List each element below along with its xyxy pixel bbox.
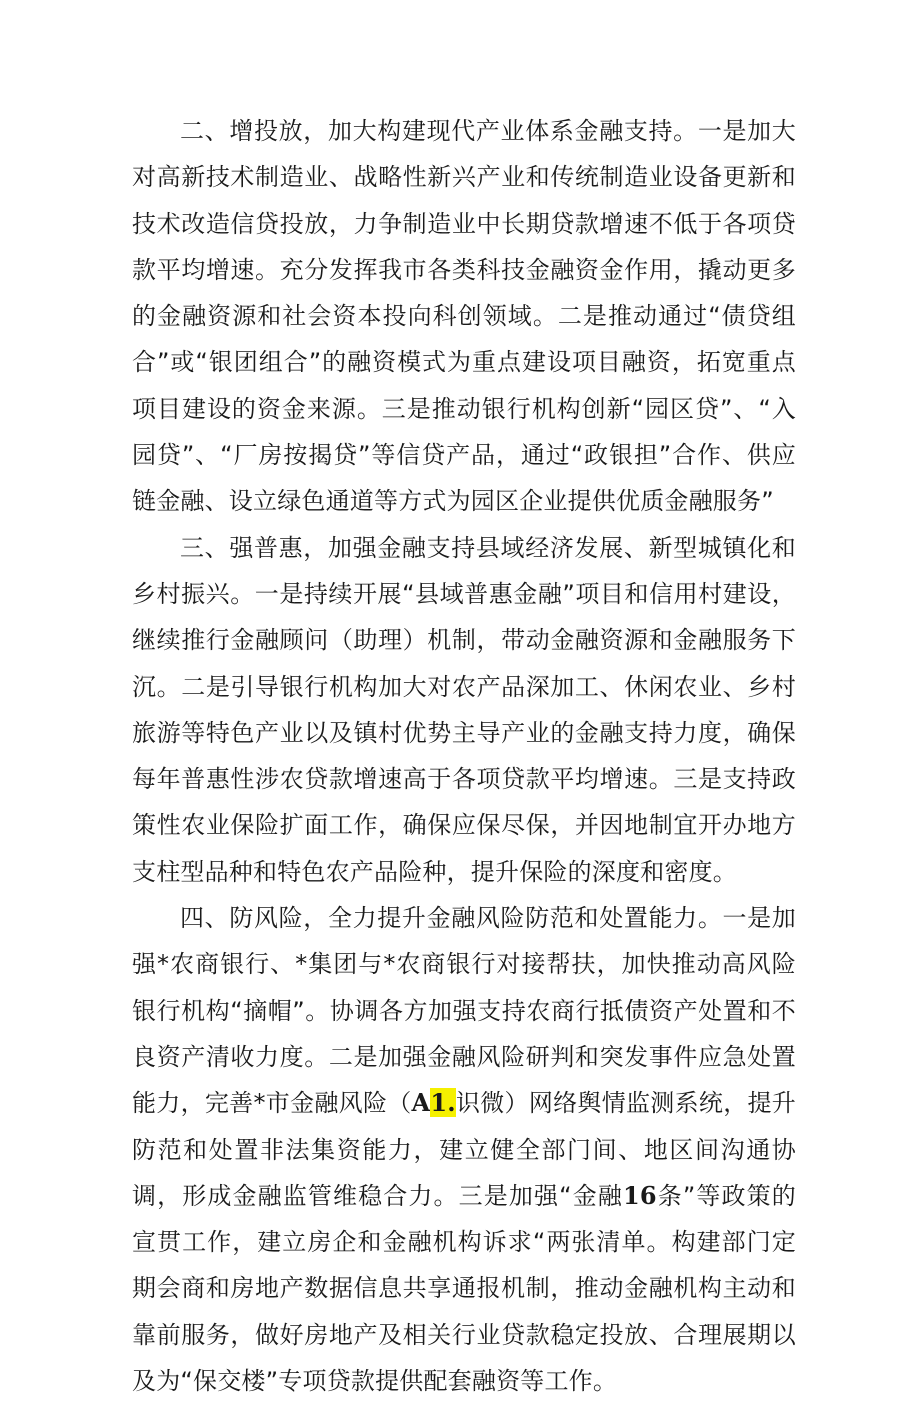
paragraph-investment: 二、增投放，加大构建现代产业体系金融支持。一是加大对高新技术制造业、战略性新兴产业和传统制造业设备更新和技术改造信贷投放，力争制造业中长期贷款增速不低于各项贷款平均增速。充分发挥我市各类科技金融资金作用，撬动更多的金融资源和社会资本投向科创领域。二是推动通过“债贷组合”或“银团组合”的融资模式为重点建设项目融资，拓宽重点项目建设的资金来源。三是推动银行机构创新“园区贷”、“入园贷”、“厂房按揭贷”等信贷产品，通过“政银担”合作、供应链金融、设立绿色通道等方式为园区企业提供优质金融服务” <box>132 117 796 516</box>
highlighted-list-marker: 1. <box>430 1088 456 1118</box>
risk-text-start: 四、防风险，全力提升金融风险防范和处置能力。一是加强*农商银行、*集团与*农商银行对接帮扶，加快推动高风险银行机构“摘帽”。协调各方加强支持农商行抵债资产处置和不良资产清收力度。二是加强金融风险研判和突发事件应急处置能力，完善*市金融风险（ <box>132 904 796 1118</box>
risk-text-end: 条”等政策的宣贯工作，建立房企和金融机构诉求“两张清单。构建部门定期会商和房地产数据信息共享通报机制，推动金融机构主动和靠前服务，做好房地产及相关行业贷款稳定投放、合理展期以及为“保交楼”专项贷款提供配套融资等工作。 <box>132 1181 796 1396</box>
marker-prefix: A <box>411 1088 431 1118</box>
paragraph-inclusive-finance: 三、强普惠，加强金融支持县域经济发展、新型城镇化和乡村振兴。一是持续开展“县域普惠金融”项目和信用村建设，继续推行金融顾问（助理）机制，带动金融资源和金融服务下沉。二是引导银行机构加大对农产品深加工、休闲农业、乡村旅游等特色产业以及镇村优势主导产业的金融支持力度，确保每年普惠性涉农贷款增速高于各项贷款平均增速。三是支持政策性农业保险扩面工作，确保应保尽保，并因地制宜开办地方支柱型品种和特色农产品险种，提升保险的深度和密度。 <box>132 533 796 886</box>
risk-text-middle: 识微）网络舆情监测系统，提升防范和处置非法集资能力，建立健全部门间、地区间沟通协调，形成金融监管维稳合力。三是加强“金融 <box>132 1089 796 1210</box>
number-token: 16 <box>622 1180 657 1210</box>
document-body <box>132 108 796 1404</box>
paragraph-risk-prevention <box>132 895 796 1404</box>
